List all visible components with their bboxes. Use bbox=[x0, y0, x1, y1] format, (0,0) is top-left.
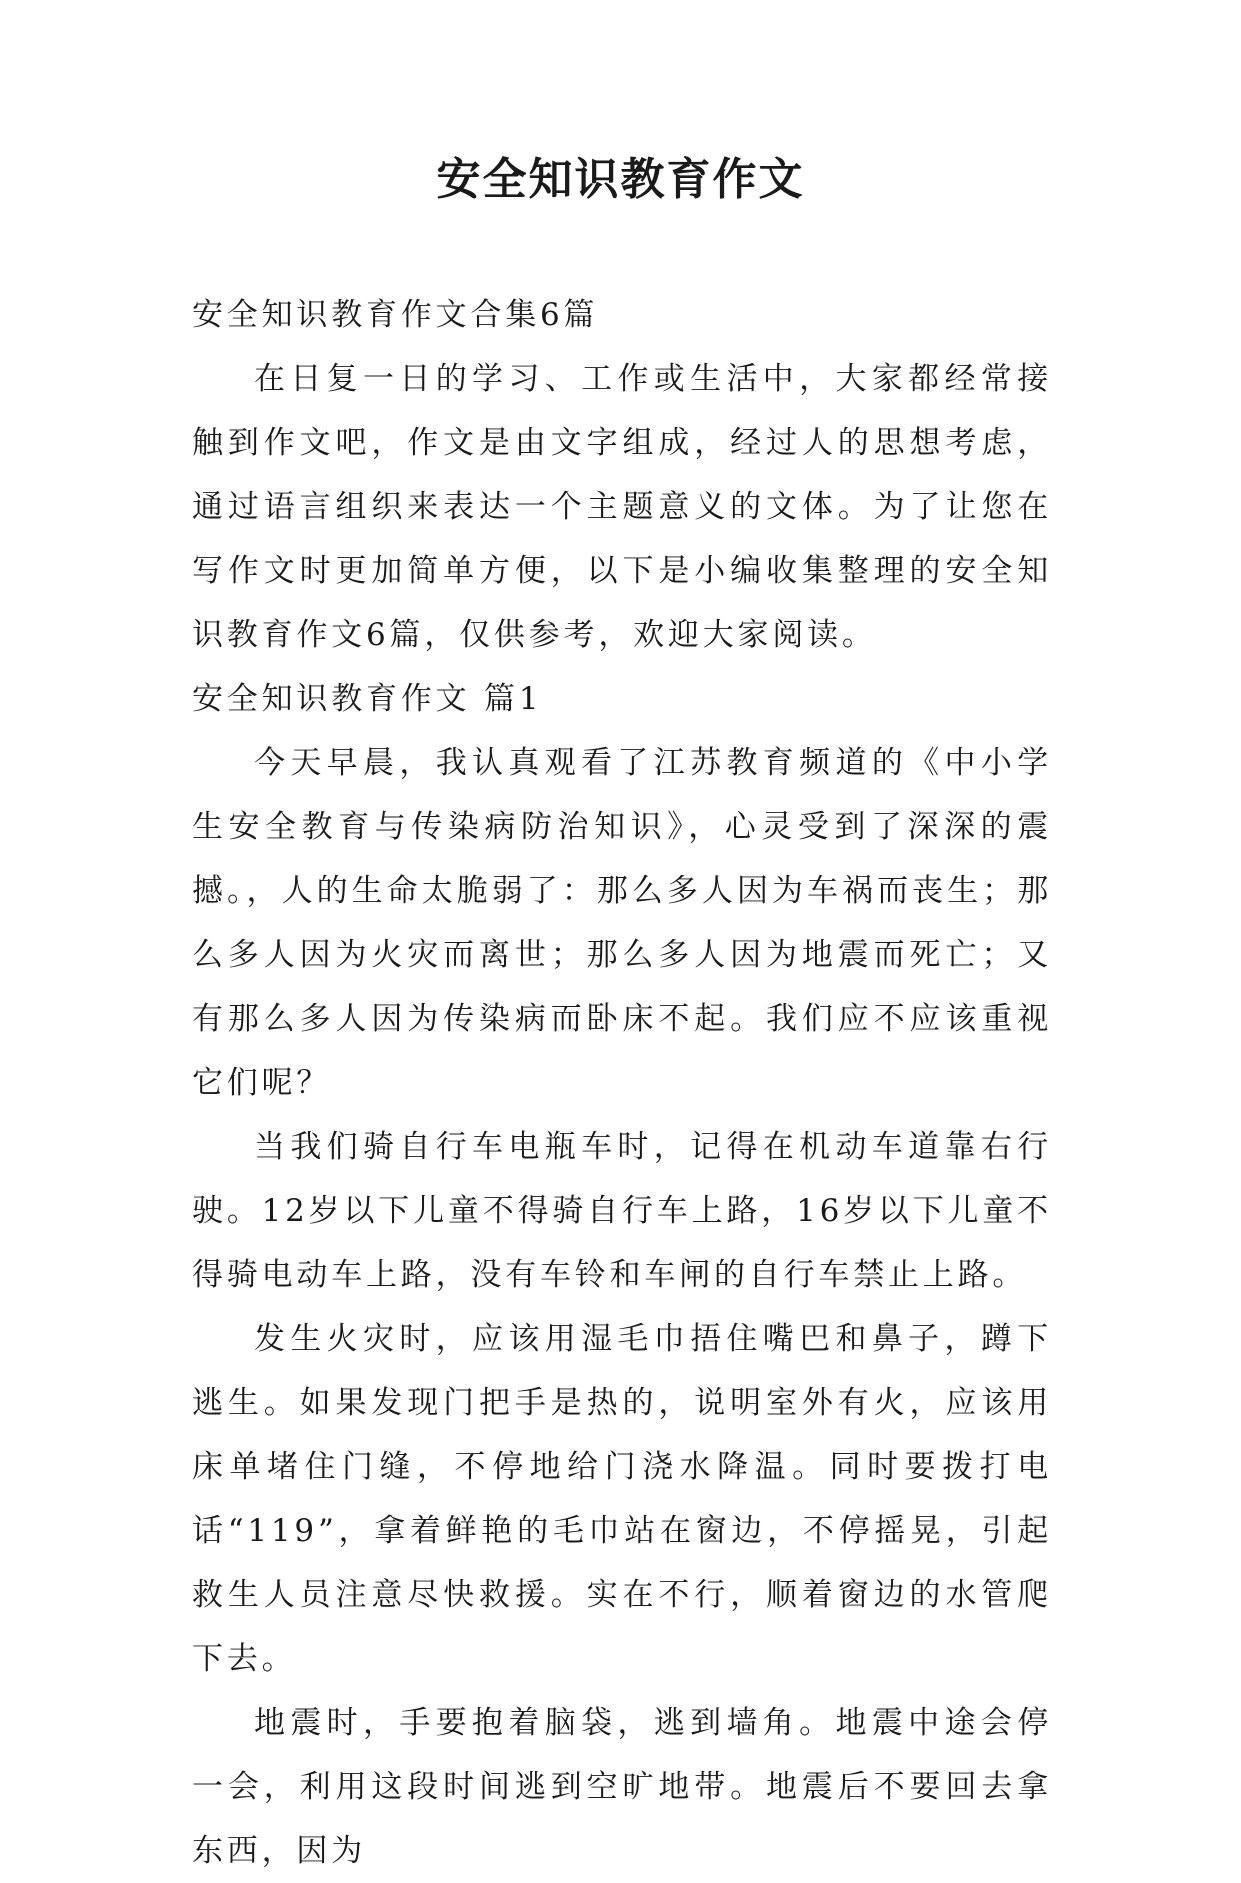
document-title: 安全知识教育作文 bbox=[436, 154, 805, 205]
body-paragraph: 地震时，手要抱着脑袋，逃到墙角。地震中途会停一会，利用这段时间逃到空旷地带。地震后不要回去拿东西，因为 bbox=[192, 1705, 1052, 1869]
section-heading: 安全知识教育作文 篇1 bbox=[192, 681, 543, 717]
body-paragraph: 当我们骑自行车电瓶车时，记得在机动车道靠右行驶。12岁以下儿童不得骑自行车上路，16岁以下儿童不得骑电动车上路，没有车铃和车闸的自行车禁止上路。 bbox=[192, 1129, 1052, 1293]
body-paragraph: 今天早晨，我认真观看了江苏教育频道的《中小学生安全教育与传染病防治知识》，心灵受到了深深的震撼。，人的生命太脆弱了：那么多人因为车祸而丧生；那么多人因为火灾而离世；那么多人因为地震而死亡；又有那么多人因为传染病而卧床不起。我们应不应该重视它们呢？ bbox=[192, 745, 1052, 1101]
body-paragraph: 发生火灾时，应该用湿毛巾捂住嘴巴和鼻子，蹲下逃生。如果发现门把手是热的，说明室外有火，应该用床单堵住门缝，不停地给门浇水降温。同时要拨打电话“119”，拿着鲜艳的毛巾站在窗边，不停摇晃，引起救生人员注意尽快救援。实在不行，顺着窗边的水管爬下去。 bbox=[192, 1321, 1052, 1677]
intro-paragraph: 在日复一日的学习、工作或生活中，大家都经常接触到作文吧，作文是由文字组成，经过人的思想考虑，通过语言组织来表达一个主题意义的文体。为了让您在写作文时更加简单方便，以下是小编收集整理的安全知识教育作文6篇，仅供参考，欢迎大家阅读。 bbox=[192, 361, 1052, 653]
document-body bbox=[192, 283, 1052, 1883]
collection-heading: 安全知识教育作文合集6篇 bbox=[192, 297, 599, 333]
